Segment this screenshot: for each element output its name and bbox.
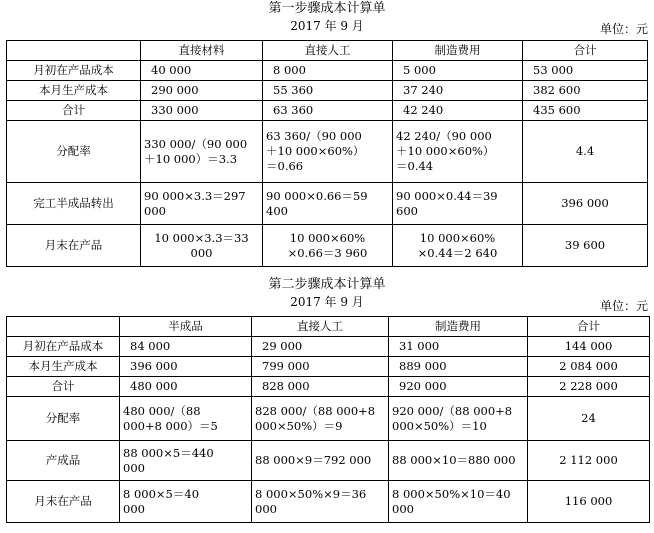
row-label: 分配率 xyxy=(7,121,141,183)
table-row xyxy=(7,101,648,121)
step2-unit: 单位：元 xyxy=(599,299,648,313)
step1-unit: 单位：元 xyxy=(599,22,648,36)
header-cell: 合计 xyxy=(528,317,650,337)
table-cell: 39 600 xyxy=(523,225,648,267)
header-cell: 制造费用 xyxy=(393,41,523,61)
row-label: 完工半成品转出 xyxy=(7,183,141,225)
step1-title: 第一步骤成本计算单 xyxy=(268,1,386,16)
table-cell: 88 000×10＝880 000 xyxy=(389,441,528,481)
table-cell: 8 000×50%×10＝40 000 xyxy=(389,481,528,523)
table-cell: 29 000 xyxy=(252,337,389,357)
table-cell: 10 000×60% ×0.44＝2 640 xyxy=(393,225,523,267)
table-cell: 31 000 xyxy=(389,337,528,357)
table-row xyxy=(7,61,648,81)
header-cell: 半成品 xyxy=(120,317,252,337)
table-cell: 330 000/（90 000 ＋10 000）＝3.3 xyxy=(141,121,263,183)
row-label: 合计 xyxy=(7,101,141,121)
table-cell: 90 000×0.44＝39 600 xyxy=(393,183,523,225)
table-cell: 144 000 xyxy=(528,337,650,357)
table-cell: 37 240 xyxy=(393,81,523,101)
table-row xyxy=(7,357,650,377)
table-cell: 435 600 xyxy=(523,101,648,121)
table-header-row xyxy=(7,317,650,337)
table-cell: 4.4 xyxy=(523,121,648,183)
table-row xyxy=(7,337,650,357)
row-label: 本月生产成本 xyxy=(7,357,120,377)
table-cell: 10 000×3.3＝33 000 xyxy=(141,225,263,267)
table-cell: 42 240/（90 000 ＋10 000×60%） ＝0.44 xyxy=(393,121,523,183)
table-cell: 382 600 xyxy=(523,81,648,101)
row-label: 分配率 xyxy=(7,397,120,441)
header-cell: 直接材料 xyxy=(141,41,263,61)
table-row xyxy=(7,441,650,481)
row-label: 产成品 xyxy=(7,441,120,481)
table-cell: 24 xyxy=(528,397,650,441)
table-row xyxy=(7,397,650,441)
table-cell: 10 000×60% ×0.66＝3 960 xyxy=(263,225,393,267)
table-cell: 8 000×5＝40 000 xyxy=(120,481,252,523)
table-cell: 8 000 xyxy=(263,61,393,81)
table-row xyxy=(7,225,648,267)
table-row xyxy=(7,481,650,523)
table-cell: 290 000 xyxy=(141,81,263,101)
table-cell: 40 000 xyxy=(141,61,263,81)
table-cell: 90 000×3.3＝297 000 xyxy=(141,183,263,225)
table-cell: 63 360/（90 000 ＋10 000×60%） ＝0.66 xyxy=(263,121,393,183)
header-cell: 合计 xyxy=(523,41,648,61)
table-cell: 2 228 000 xyxy=(528,377,650,397)
table-cell: 53 000 xyxy=(523,61,648,81)
step2-date: 2017 年 9 月 xyxy=(290,295,364,309)
table-cell: 88 000×9＝792 000 xyxy=(252,441,389,481)
table-cell: 8 000×50%×9＝36 000 xyxy=(252,481,389,523)
row-label: 月初在产品成本 xyxy=(7,337,120,357)
table-cell: 889 000 xyxy=(389,357,528,377)
table-cell: 799 000 xyxy=(252,357,389,377)
table-cell: 330 000 xyxy=(141,101,263,121)
step1-date: 2017 年 9 月 xyxy=(290,19,364,33)
table-cell: 828 000/（88 000+8 000×50%）＝9 xyxy=(252,397,389,441)
table-cell: 84 000 xyxy=(120,337,252,357)
table-cell: 2 084 000 xyxy=(528,357,650,377)
table-cell: 42 240 xyxy=(393,101,523,121)
step2-title: 第二步骤成本计算单 xyxy=(268,277,386,292)
row-label: 月初在产品成本 xyxy=(7,61,141,81)
table-cell: 88 000×5＝440 000 xyxy=(120,441,252,481)
row-label: 合计 xyxy=(7,377,120,397)
table-cell: 920 000/（88 000+8 000×50%）＝10 xyxy=(389,397,528,441)
table-cell: 55 360 xyxy=(263,81,393,101)
header-cell: 直接人工 xyxy=(263,41,393,61)
table-cell: 63 360 xyxy=(263,101,393,121)
header-cell xyxy=(7,41,141,61)
table-header-row xyxy=(7,41,648,61)
table-cell: 480 000/（88 000+8 000）＝5 xyxy=(120,397,252,441)
table-row xyxy=(7,377,650,397)
row-label: 月末在产品 xyxy=(7,225,141,267)
header-cell: 制造费用 xyxy=(389,317,528,337)
step1-cost-table xyxy=(6,40,648,267)
table-row xyxy=(7,81,648,101)
table-cell: 396 000 xyxy=(523,183,648,225)
row-label: 月末在产品 xyxy=(7,481,120,523)
header-cell: 直接人工 xyxy=(252,317,389,337)
table-cell: 480 000 xyxy=(120,377,252,397)
table-row xyxy=(7,183,648,225)
step2-cost-table xyxy=(6,316,650,523)
table-cell: 5 000 xyxy=(393,61,523,81)
table-cell: 90 000×0.66＝59 400 xyxy=(263,183,393,225)
table-cell: 828 000 xyxy=(252,377,389,397)
table-cell: 116 000 xyxy=(528,481,650,523)
table-row xyxy=(7,121,648,183)
table-cell: 920 000 xyxy=(389,377,528,397)
header-cell xyxy=(7,317,120,337)
table-cell: 2 112 000 xyxy=(528,441,650,481)
row-label: 本月生产成本 xyxy=(7,81,141,101)
table-cell: 396 000 xyxy=(120,357,252,377)
